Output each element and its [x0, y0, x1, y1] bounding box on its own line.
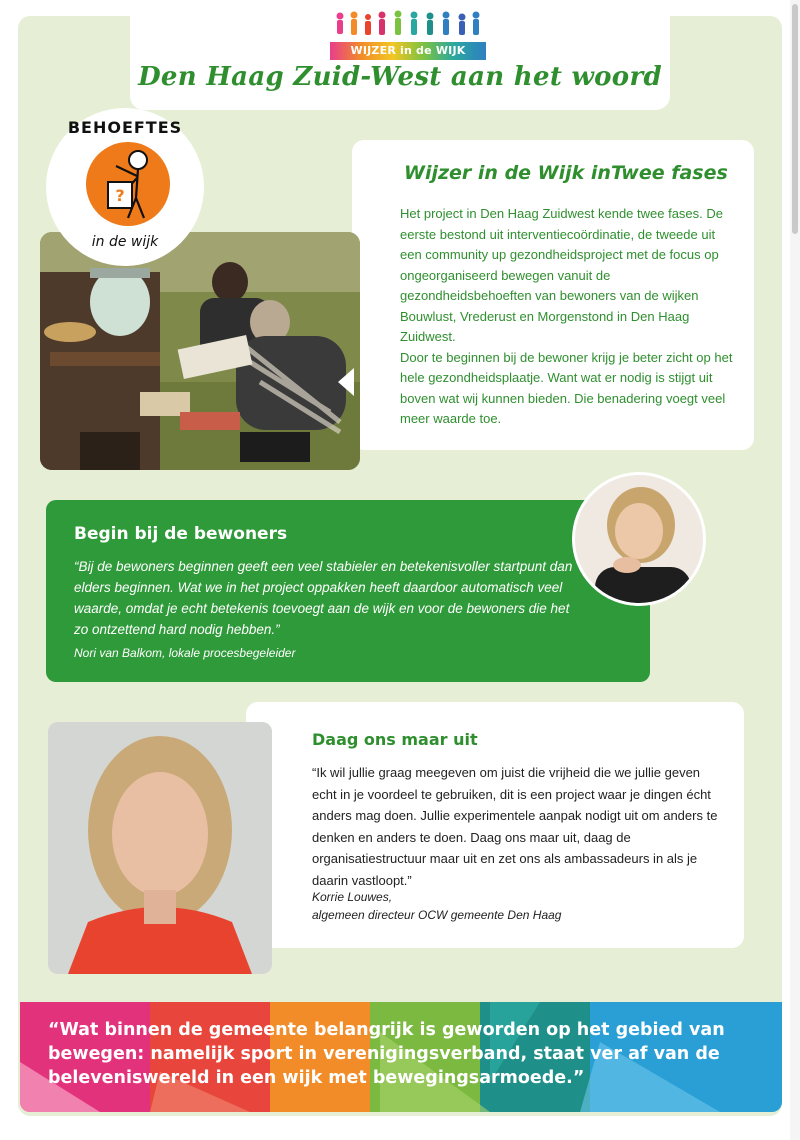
figure-holding-sign-icon — [86, 142, 170, 226]
market-photo — [40, 232, 360, 470]
question-mark: ? — [115, 186, 125, 205]
nori-portrait — [572, 472, 706, 606]
intro-card — [352, 140, 754, 450]
scrollbar[interactable] — [790, 0, 800, 1140]
korrie-portrait — [48, 722, 272, 974]
intro-heading: Wijzer in de Wijk inTwee fases — [404, 162, 728, 184]
challenge-heading: Daag ons maar uit — [312, 730, 478, 749]
residents-heading: Begin bij de bewoners — [74, 524, 288, 544]
wijzer-in-de-wijk-logo — [330, 10, 486, 60]
nori-portrait-illustration — [575, 475, 703, 603]
page-title: Den Haag Zuid-West aan het woord — [138, 62, 662, 92]
banner-quote: “Wat binnen de gemeente belangrijk is geworden op het gebied van bewegen: namelijk sport in verenigingsverband, staat ver af van de beleveniswereld in een wijk met bewegingsarmoede.” — [48, 1020, 725, 1088]
intro-card-pointer — [338, 368, 354, 396]
intro-paragraph-1: Het project in Den Haag Zuidwest kende twee fases. De eerste bestond uit interventiecoördinatie, de tweede uit een community up gezondheidsproject met de focus op ongeorganiseerd bewegen vanuit de gezondheidsbehoeften van bewoners van de wijken Bouwlust, Vrederust en Morgenstond in Den Haag Zuidwest. — [400, 206, 724, 344]
bottom-quote-banner — [20, 1002, 782, 1112]
residents-attribution: Nori van Balkom, lokale procesbegeleider — [74, 646, 296, 660]
behoeftes-in-de-wijk-badge — [46, 108, 204, 266]
market-photo-illustration — [40, 232, 360, 470]
challenge-name: Korrie Louwes, — [312, 890, 393, 904]
korrie-portrait-illustration — [48, 722, 272, 974]
badge-bottom-text: in de wijk — [91, 234, 159, 250]
challenge-role: algemeen directeur OCW gemeente Den Haag — [312, 908, 562, 922]
badge-top-text: BEHOEFTES — [67, 118, 183, 137]
logo-text: WIJZER in de WIJK — [330, 42, 486, 60]
challenge-card-pointer — [272, 868, 290, 896]
badge-orange-circle — [86, 142, 170, 226]
scrollbar-thumb[interactable] — [792, 4, 798, 234]
challenge-card — [246, 702, 744, 948]
intro-body — [400, 204, 740, 430]
residents-quote: “Bij de bewoners beginnen geeft een veel stabieler en betekenisvoller startpunt dan elders beginnen. Wat we in het project oppakken heeft daardoor automatisch veel waarde, omdat je echt betekenis toevoegt aan de wijk en voor de bewoners die het zo ontzettend hard nodig hebben.” — [74, 559, 573, 637]
residents-quote-card — [46, 500, 650, 682]
intro-paragraph-2: Door te beginnen bij de bewoner krijg je beter zicht op het hele gezondheidsplaatje. Want wat er nodig is stijgt uit boven wat wij kunnen bieden. Die benadering voegt veel meer waarde toe. — [400, 349, 733, 426]
people-figures-icon — [330, 10, 486, 44]
challenge-quote: “Ik wil jullie graag meegeven om juist die vrijheid die we jullie geven echt in je voordeel te gebruiken, dit is een project waar je dingen écht anders mag doen. Jullie experimentele aanpak nodigt uit om anders te denken en anders te doen. Daag ons maar uit, daag de organisatiestructuur maar uit en zet ons als ambassadeurs in als je daarin vastloopt.” — [312, 765, 718, 888]
